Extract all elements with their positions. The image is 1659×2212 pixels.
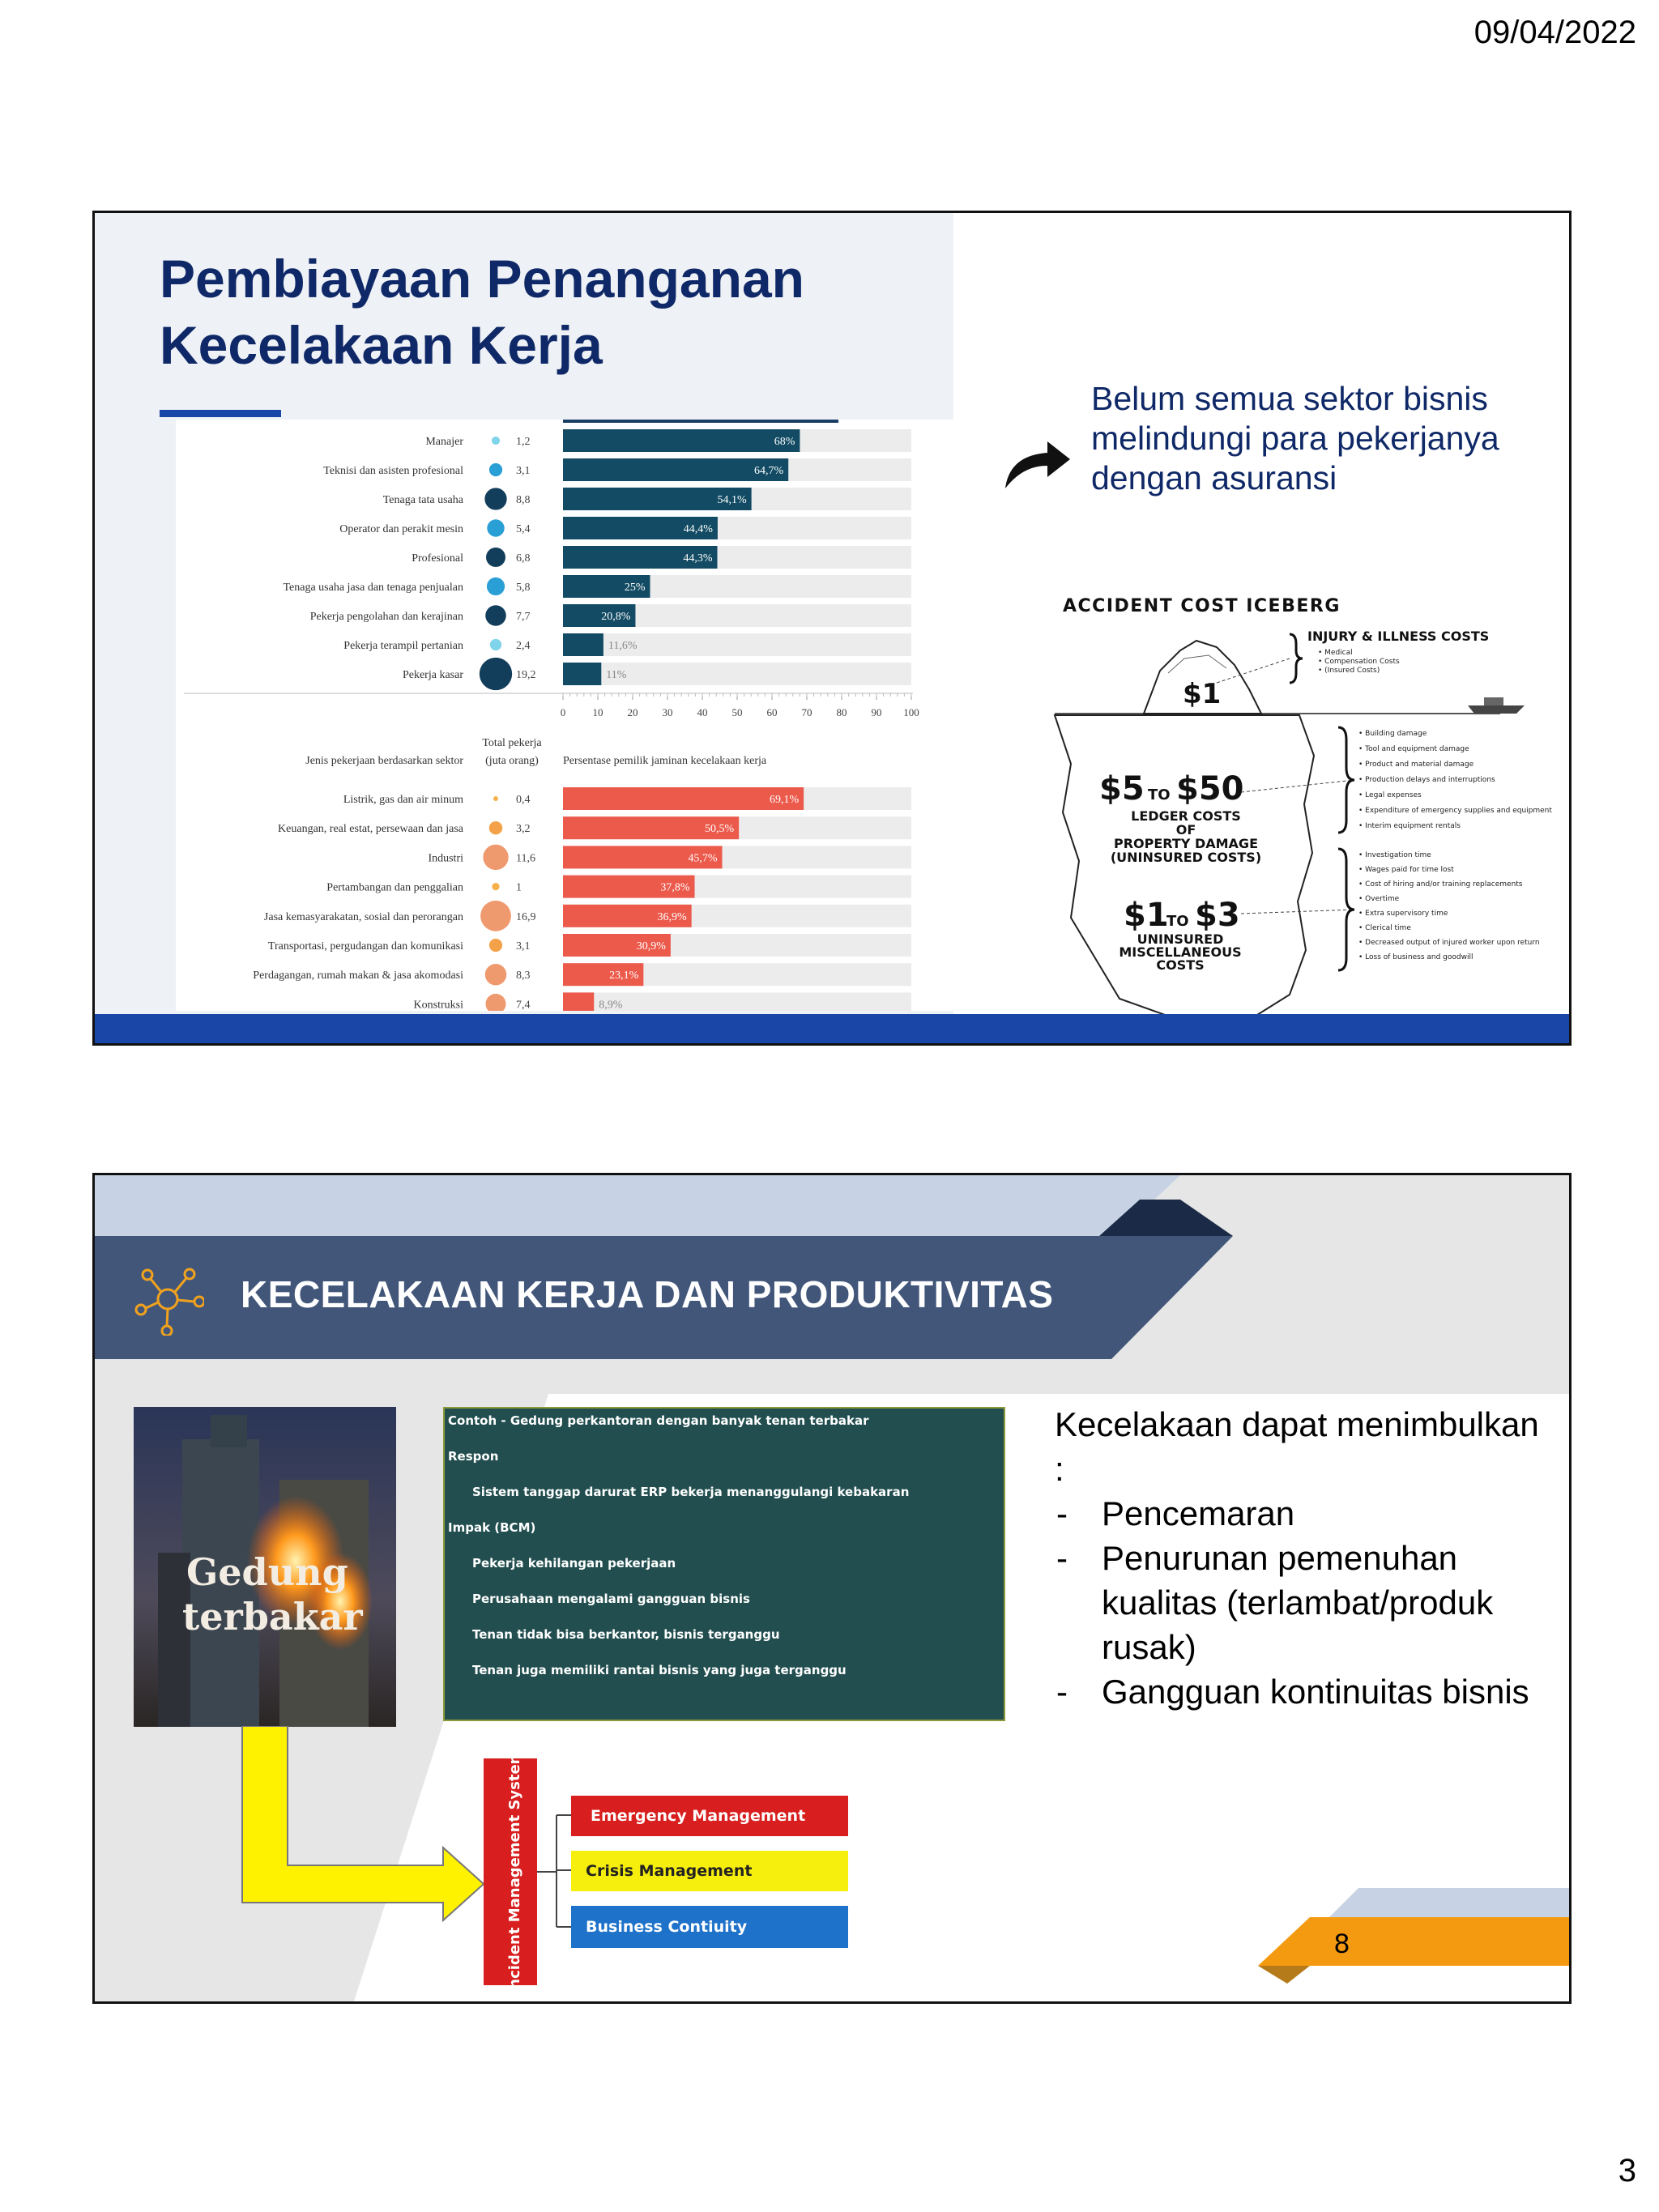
scenario-line: Respon	[448, 1449, 499, 1464]
scenario-line: Contoh - Gedung perkantoran dengan banyak tenan terbakar	[448, 1413, 869, 1428]
chart-category-label: Pekerja kasar	[402, 669, 463, 681]
chart-total-dot	[489, 821, 502, 834]
ims-item-2: Crisis Management	[586, 1862, 753, 1880]
chart-value-header: Persentase pemilik jaminan kecelakaan kerja	[563, 755, 767, 767]
chart-axis-tick-label: 80	[836, 706, 847, 718]
chart-category-label: Pekerja pengolahan dan kerajinan	[309, 611, 463, 623]
iceberg-mid-value-b: $50	[1176, 770, 1244, 808]
chart-bar	[563, 429, 800, 452]
chart-bar-value-label: 54,1%	[717, 494, 747, 506]
chart-axis-tick-label: 70	[801, 706, 812, 718]
ims-item-3: Business Contiuity	[586, 1918, 748, 1936]
chart-total-dot	[489, 939, 502, 952]
burning-building-photo	[134, 1407, 396, 1727]
chart-total-dot	[480, 658, 512, 690]
slide-2-corner-decoration	[1213, 1888, 1569, 2001]
chart-total-value: 5,8	[516, 582, 531, 594]
chart-bar-value-label: 11%	[606, 669, 627, 681]
list-item: - Gangguan kontinuitas bisnis	[1055, 1669, 1557, 1714]
insurance-coverage-chart	[176, 420, 955, 1011]
chart-axis-tick-label: 60	[766, 706, 778, 718]
chart-total-value: 8,3	[516, 970, 531, 982]
chart-axis-tick-label: 0	[560, 706, 566, 718]
iceberg-title: ACCIDENT COST ICEBERG	[1063, 596, 1341, 616]
iceberg-list-item: • Legal expenses	[1358, 791, 1422, 799]
chart-bar-value-label: 23,1%	[609, 970, 639, 982]
chart-total-value: 3,1	[516, 465, 531, 477]
iceberg-list-item: • Interim equipment rentals	[1358, 822, 1461, 830]
iceberg-list-item: • Wages paid for time lost	[1358, 866, 1454, 874]
chart-category-label: Konstruksi	[413, 999, 463, 1011]
chart-category-header: Jenis pekerjaan berdasarkan sektor	[305, 755, 463, 767]
chart-category-label: Keuangan, real estat, persewaan dan jasa	[278, 823, 463, 836]
scenario-line: Impak (BCM)	[448, 1520, 536, 1535]
chart-total-value: 3,2	[516, 823, 531, 836]
chart-axis-tick-label: 90	[871, 706, 882, 718]
slide-2-title: KECELAKAAN KERJA DAN PRODUKTIVITAS	[241, 1273, 1054, 1315]
chart-total-value: 6,8	[516, 552, 531, 565]
svg-text:LEDGER COSTS: LEDGER COSTS	[1131, 808, 1241, 824]
scenario-line: Perusahaan mengalami gangguan bisnis	[472, 1592, 750, 1606]
chart-bar-value-label: 36,9%	[657, 910, 687, 923]
chart-total-value: 19,2	[516, 669, 536, 681]
scenario-line: Pekerja kehilangan pekerjaan	[472, 1556, 676, 1571]
chart-category-label: Pekerja terampil pertanian	[343, 640, 463, 652]
chart-bar-value-label: 8,9%	[599, 999, 623, 1011]
iceberg-low-value-a: $1	[1124, 897, 1169, 934]
chart-category-label: Profesional	[412, 552, 463, 565]
consequences-intro: Kecelakaan dapat menimbulkan :	[1055, 1405, 1539, 1488]
chart-axis-tick-label: 30	[662, 706, 673, 718]
chart-category-label: Jasa kemasyarakatan, sosial dan perorangan	[263, 910, 463, 923]
chart-svg	[176, 420, 955, 1011]
chart-category-label: Tenaga usaha jasa dan tenaga penjualan	[283, 582, 463, 594]
list-item: - Pencemaran	[1055, 1491, 1557, 1536]
iceberg-tip-value: $1	[1183, 678, 1222, 710]
chart-category-label: Teknisi dan asisten profesional	[323, 465, 463, 477]
chart-total-value: 7,4	[516, 999, 531, 1011]
iceberg-list-item: • Medical	[1318, 649, 1353, 657]
slide-1-quote: Belum semua sektor bisnis melindungi para pekerjanya dengan asuransi	[1091, 380, 1499, 497]
chart-total-dot	[485, 964, 507, 986]
iceberg-list-item: • Expenditure of emergency supplies and equipment	[1358, 807, 1552, 815]
chart-bar-value-label: 44,4%	[683, 523, 713, 535]
ims-label: Incident Management System	[506, 1749, 523, 1985]
chart-total-value: 0,4	[516, 794, 531, 806]
page-number: 3	[1618, 2153, 1636, 2189]
chart-total-dot	[492, 437, 500, 445]
chart-axis-tick-label: 100	[903, 706, 919, 718]
consequences-text	[1055, 1402, 1557, 1714]
chart-total-value: 1	[516, 881, 522, 894]
chart-total-dot	[493, 796, 498, 801]
chart-total-dot	[490, 639, 501, 650]
chart-total-value: 5,4	[516, 523, 531, 535]
scenario-text-box	[443, 1407, 1005, 1721]
slide-1-title: Pembiayaan Penanganan Kecelakaan Kerja	[160, 249, 804, 375]
chart-bar-value-label: 64,7%	[754, 465, 784, 477]
chart-category-label: Operator dan perakit mesin	[339, 523, 463, 535]
iceberg-mid-items	[1358, 730, 1552, 830]
svg-text:UNINSURED: UNINSURED	[1137, 931, 1224, 947]
chart-total-dot	[487, 578, 505, 595]
incident-management-diagram	[241, 1726, 970, 1985]
chart-total-dot	[487, 519, 504, 536]
svg-text:PROPERTY DAMAGE: PROPERTY DAMAGE	[1113, 836, 1259, 851]
chart-bar	[563, 633, 603, 656]
svg-text:MISCELLANEOUS: MISCELLANEOUS	[1119, 944, 1242, 960]
chart-bar-value-label: 68%	[774, 436, 795, 448]
iceberg-list-item: • Clerical time	[1358, 924, 1411, 932]
chart-total-dot	[480, 901, 511, 931]
chart-bar-value-label: 20,8%	[601, 611, 631, 623]
network-icon	[131, 1263, 204, 1336]
iceberg-list-item: • Investigation time	[1358, 851, 1431, 859]
iceberg-mid-label	[1111, 808, 1261, 865]
accident-cost-iceberg	[1047, 594, 1565, 1031]
chart-total-header: Total pekerja	[482, 737, 542, 749]
iceberg-low-items	[1358, 851, 1540, 961]
iceberg-list-item: • Building damage	[1358, 730, 1427, 738]
chart-total-value: 1,2	[516, 436, 531, 448]
title-underline	[160, 410, 281, 417]
chart-bar-value-label: 37,8%	[660, 881, 690, 894]
chart-total-dot	[492, 883, 499, 890]
chart-category-label: Industri	[428, 852, 463, 865]
chart-total-value: 8,8	[516, 494, 531, 506]
iceberg-list-item: • Production delays and interruptions	[1358, 776, 1495, 784]
iceberg-list-item: • Overtime	[1358, 895, 1400, 903]
chart-total-dot	[485, 994, 505, 1011]
svg-text:COSTS: COSTS	[1156, 957, 1205, 973]
chart-bar-value-label: 25%	[624, 582, 646, 594]
chart-total-value: 3,1	[516, 940, 531, 953]
chart-category-label: Pertambangan dan penggalian	[326, 881, 463, 894]
iceberg-list-item: • Loss of business and goodwill	[1358, 953, 1473, 961]
chart-axis-tick-label: 20	[627, 706, 638, 718]
iceberg-tip-items	[1318, 649, 1400, 675]
ims-item-1: Emergency Management	[591, 1807, 806, 1825]
chart-bar-value-label: 30,9%	[636, 940, 666, 953]
iceberg-low-to: TO	[1166, 913, 1189, 930]
photo-caption-line2: terbakar	[182, 1595, 363, 1639]
chart-bar	[563, 663, 601, 685]
chart-bar	[563, 787, 804, 810]
iceberg-list-item: • Compensation Costs	[1318, 658, 1400, 666]
chart-total-dot	[489, 463, 502, 476]
curved-arrow-icon	[1000, 432, 1073, 497]
chart-category-label: Transportasi, pergudangan dan komunikasi	[267, 940, 463, 953]
chart-bar-value-label: 45,7%	[688, 852, 718, 865]
chart-total-value: 11,6	[516, 852, 535, 865]
chart-total-dot	[484, 488, 506, 509]
chart-total-dot	[485, 605, 506, 626]
slide-1-footer-bar	[95, 1014, 1569, 1043]
consequences-list	[1055, 1491, 1557, 1714]
chart-category-label: Tenaga tata usaha	[382, 494, 463, 506]
iceberg-low-value-b: $3	[1195, 897, 1240, 934]
chart-axis-tick-label: 40	[697, 706, 708, 718]
chart-category-label: Perdagangan, rumah makan & jasa akomodasi	[253, 970, 463, 982]
chart-total-value: 7,7	[516, 611, 531, 623]
photo-caption-line1: Gedung	[186, 1550, 348, 1594]
chart-axis-tick-label: 50	[731, 706, 743, 718]
iceberg-list-item: • Decreased output of injured worker upon return	[1358, 939, 1540, 947]
iceberg-list-item: • Extra supervisory time	[1358, 910, 1448, 918]
chart-bar-value-label: 50,5%	[704, 823, 735, 836]
chart-bar-value-label: 69,1%	[769, 794, 800, 806]
chart-bar-value-label: 44,3%	[683, 552, 713, 565]
chart-total-header: (juta orang)	[485, 755, 539, 767]
chart-bar	[563, 992, 594, 1011]
chart-top-rule	[563, 420, 838, 423]
slide-2	[92, 1173, 1572, 2004]
chart-category-label: Manajer	[425, 436, 463, 448]
chart-total-value: 16,9	[516, 910, 536, 923]
svg-text:(UNINSURED COSTS): (UNINSURED COSTS)	[1110, 850, 1262, 865]
page-date: 09/04/2022	[1473, 15, 1636, 50]
scenario-line: Sistem tanggap darurat ERP bekerja menanggulangi kebakaran	[472, 1485, 910, 1499]
iceberg-list-item: • Tool and equipment damage	[1358, 745, 1469, 753]
slide-number: 8	[1334, 1929, 1350, 1959]
chart-category-label: Listrik, gas dan air minum	[343, 794, 463, 806]
iceberg-mid-value-a: $5	[1099, 770, 1145, 808]
chart-total-dot	[486, 548, 505, 567]
iceberg-list-item: • Product and material damage	[1358, 761, 1474, 769]
chart-total-dot	[483, 845, 508, 870]
slide-1	[92, 211, 1572, 1046]
chart-bar-value-label: 11,6%	[608, 640, 638, 652]
chart-axis-tick-label: 10	[592, 706, 603, 718]
iceberg-list-item: • Cost of hiring and/or training replacements	[1358, 880, 1523, 889]
iceberg-mid-to: TO	[1148, 786, 1171, 803]
svg-text:OF: OF	[1175, 822, 1196, 837]
iceberg-tip-label: INJURY & ILLNESS COSTS	[1307, 629, 1490, 644]
scenario-line: Tenan tidak bisa berkantor, bisnis terganggu	[472, 1627, 780, 1642]
scenario-line: Tenan juga memiliki rantai bisnis yang juga terganggu	[472, 1663, 847, 1677]
list-item: - Penurunan pemenuhan kualitas (terlambat/produk rusak)	[1055, 1536, 1557, 1669]
iceberg-list-item: • (Insured Costs)	[1318, 667, 1380, 675]
chart-total-value: 2,4	[516, 640, 531, 652]
